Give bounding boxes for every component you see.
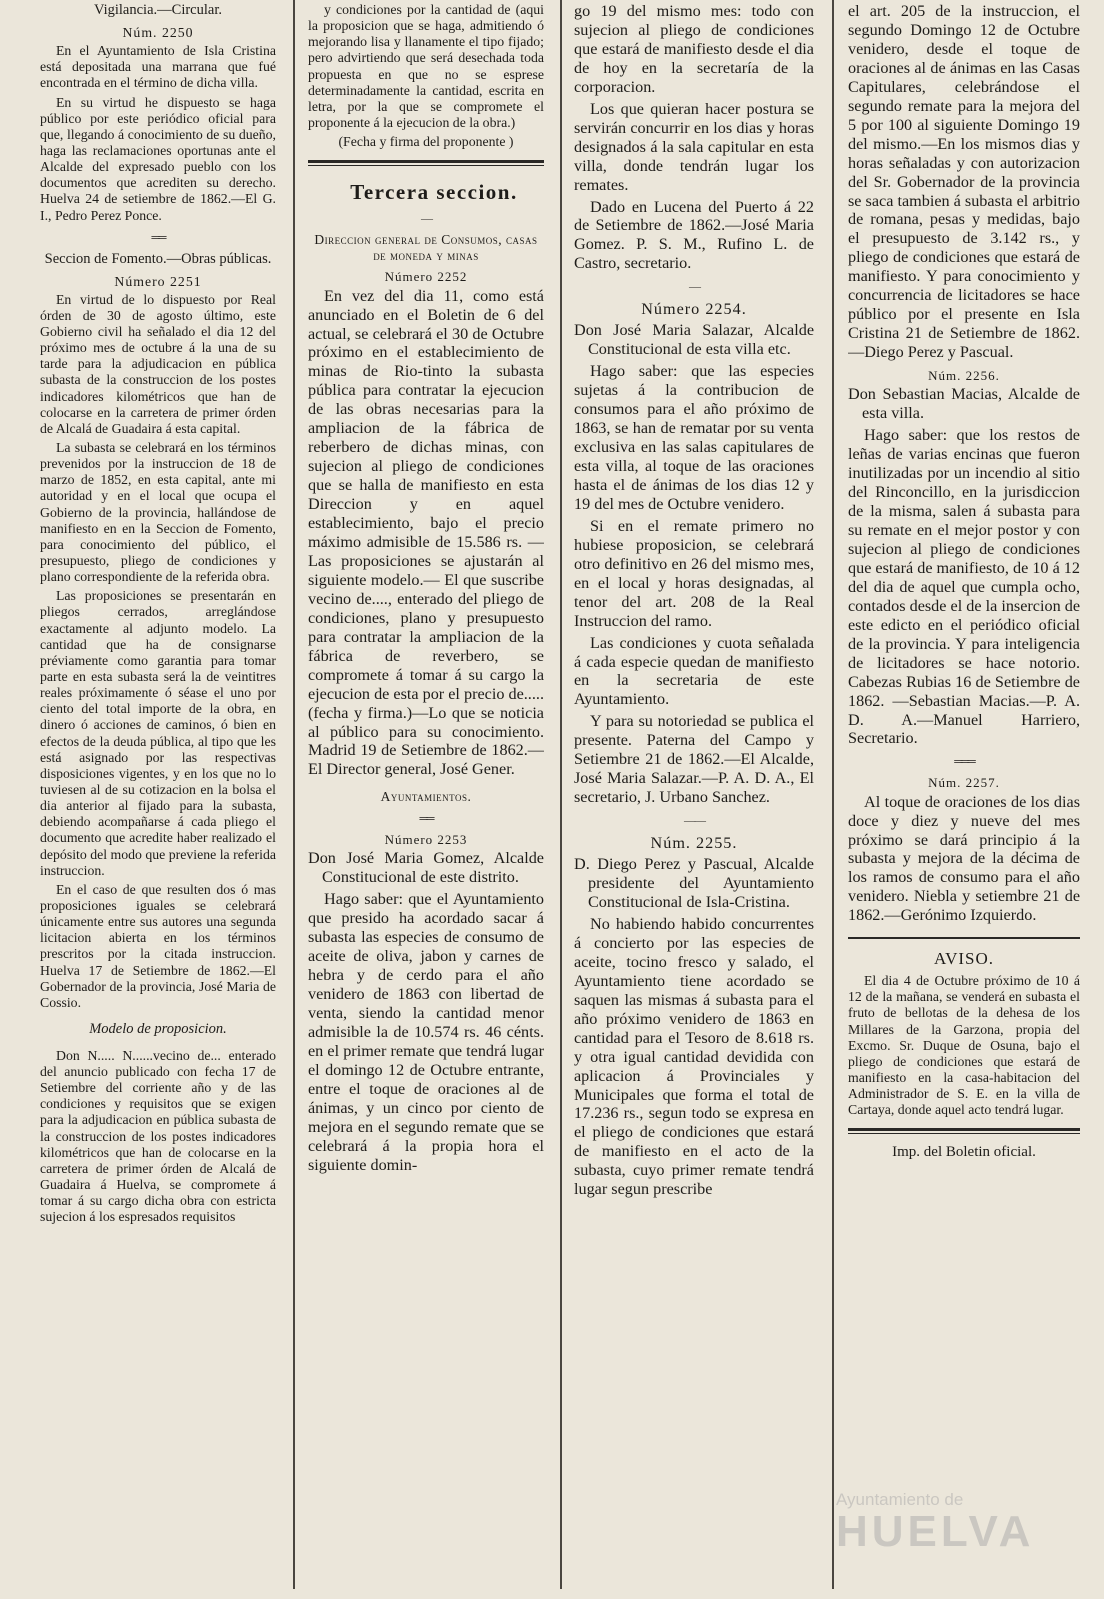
notice-number: Núm. 2250 [122, 24, 194, 40]
column-1 [40, 2, 276, 1591]
notice-text: Y para su notoriedad se publica el presente. Paterna del Campo y Setiembre 21 de 1862.—El Alcalde, José Maria Salazar.—P. A. D. A., El secretario, J. Urbano Sanchez. [574, 712, 814, 807]
model-heading: Modelo de proposicion. [89, 1020, 227, 1037]
column-rule [560, 0, 562, 1589]
notice-text: Don N..... N......vecino de... enterado del anuncio publicado con fecha 17 de Setiembre del corriente año y de las condiciones y requisitos que se exigen para la adjudicacion en pública subasta de la construccion de los postes indicadores kilométricos que han de colocarse en la carretera de primer órden de Alcalá de Guadaira á Huelva, se compromete á tomar á su cargo dicha obra con estricta sujecion á los espresados requisitos [40, 1047, 276, 1225]
notice-text: Si en el remate primero no hubiese proposicion, se celebrará otro definitivo en 26 del mismo mes, en el local y horas designadas, al tenor del art. 208 de la Real Instruccion del ramo. [574, 516, 814, 630]
notice-text: el art. 205 de la instruccion, el segundo Domingo 12 de Octubre venidero, desde el toque de oraciones al de ánimas en las Casas Capitulares, celebrándose el segundo remate para la mejora del 5 por 100 al siguiente Domingo 19 del mismo.—En los mismos dias y horas señaladas y con autorizacion del Sr. Gobernador de la provincia se saca tambien á subasta el arbitrio de romana, pesas y medidas, bajo el presupuesto de 3.142 rs., y pliego de condiciones que estará de manifiesto. Y para conocimiento y concurrencia de licitadores se hace público por el presente en Isla Cristina 21 de Setiembre de 1862.—Diego Perez y Pascual. [848, 2, 1080, 362]
notice-number: Número 2254. [641, 300, 747, 319]
notice-text: y condiciones por la cantidad de (aqui la proposicion que se haga, admitiendo ó mejorando lisa y llanamente el tipo fijado; pero advirtiendo que será desechada toda propuesta en que no se esprese determinadamente la cantidad, escrita en letra, por la que se compromete el proponente á la ejecucion de la obra.) [308, 2, 544, 130]
separator: — [421, 210, 431, 225]
notice-text: Las proposiciones se presentarán en pliegos cerrados, arreglándose exactamente al adjunto modelo. La cantidad que ha de consignarse préviamente como garantia para tomar parte en esta subasta será la de veintitres reales próximamente ó séase el uno por ciento del total importe de la obra, en dinero ó acciones de caminos, ó bien en efectos de la deuda pública, al tipo que les está asignado por las respectivas disposiciones vigentes, y en los que no lo tuviesen al de su cotizacion en la bolsa el dia anterior al fijado para la subasta, debiendo acompañarse á cada pliego el documento que acredite haber realizado el depósito del modo que previene la referida instruccion. [40, 588, 276, 878]
watermark-line-1: Ayuntamiento de [836, 1490, 964, 1509]
column-rule [293, 0, 295, 1589]
notice-number: Número 2253 [384, 832, 468, 848]
notice-text: En vez del dia 11, como está anunciado en el Boletin de 6 del actual, se celebrará el 30 de Octubre próximo en el establecimiento de minas de Rio-tinto la subasta pública para contratar la ejecucion de las obras necesarias para la ampliacion de la fábrica de reberbero de dichas minas, con sujecion al pliego de condiciones que se halla de manifiesto en esta Direccion y en aquel establecimiento, bajo el precio máximo admisible de 15.586 rs. —Las proposiciones se ajustarán al siguiente modelo.— El que suscribe vecino de...., enterado del pliego de condiciones, plano y presupuesto para contratar la ampliacion de la fábrica de reverbero, se compromete á tomar á su cargo la ejecucion de esta por el precio de..... (fecha y firma.)—Lo que se noticia al público para su conocimiento. Madrid 19 de Setiembre de 1862.—El Director general, José Gener. [308, 286, 544, 779]
notice-text: En su virtud he dispuesto se haga público por este periódico oficial para que, llegando á conocimiento de su dueño, haga las reclamaciones oportunas ante el Alcalde del expresado pueblo con los documentos que acrediten su derecho. Huelva 24 de setiembre de 1862.—El G. I., Pedro Perez Ponce. [40, 94, 276, 223]
notice-text: Los que quieran hacer postura se servirán concurrir en los dias y horas designados á la sala capitular en esta villa, donde tendrán lugar los remates. [574, 99, 814, 194]
separator: ═══ [954, 754, 974, 769]
notice-text: Hago saber: que los restos de leñas de varias encinas que fueron inutilizadas por un incendio al sitio del Rinconcillo, en la jurisdiccion de la misma, salen á subasta para su remate en el mejor postor y con sujecion al pliego de condiciones que estará de manifiesto, de 10 á 12 del dia de aquel que cumpla ocho, contados desde el de la insercion de este edicto en el periódico oficial de la provincia. Y para inteligencia de licitadores se hace notorio. Cabezas Rubias 16 de Setiembre de 1862. —Sebastian Macias.—P. A. D. A.—Manuel Harriero, Secretario. [848, 426, 1080, 748]
notice-text: Don José Maria Salazar, Alcalde Constitucional de esta villa etc. [574, 321, 814, 359]
column-rule [832, 0, 834, 1589]
section-title: Tercera seccion. [350, 180, 518, 205]
notice-title: AVISO. [933, 949, 994, 969]
notice-text: No habiendo habido concurrentes á concierto por las especies de aceite, tocino fresco y salado, el Ayuntamiento tiene acordado se saquen las mismas á subasta para el año próximo venidero de 1863 en cantidad para el Tesoro de 8.618 rs. y otra igual cantidad devidida con aplicacion á Provinciales y Municipales que forma el total de 17.236 rs., segun todo se expresa en el pliego de condiciones que estará de manifiesto en el acto de la subasta, cuyo primer remate tendrá lugar segun prescribe [574, 914, 814, 1199]
section-heading: Seccion de Fomento.—Obras públicas. [44, 250, 272, 267]
notice-number: Núm. 2255. [650, 834, 738, 853]
notice-text: Dado en Lucena del Puerto á 22 de Setiembre de 1862.—José Maria Gomez. P. S. M., Rufino L. de Castro, secretario. [574, 197, 814, 273]
notice-text: En el Ayuntamiento de Isla Cristina está depositada una marrana que fué encontrada en el término de dicha villa. [40, 43, 276, 91]
notice-number: Núm. 2257. [928, 775, 1000, 791]
separator: ══ [151, 229, 165, 244]
notice-text: Al toque de oraciones de los dias doce y diez y nueve del mes próximo se dará principio á la subasta y mejora de la décima de los ramos de consumo para el año venidero. Niebla y setiembre 21 de 1862.—Gerónimo Izquierdo. [848, 792, 1080, 925]
notice-text: Hago saber: que las especies sujetas á la contribucion de consumos para el año próximo de 1863, se han de rematar por su venta exclusiva en las salas capitulares de esta villa, al toque de las oraciones hasta el de ánimas de los dias 12 y 19 del mes de Octubre venidero. [574, 362, 814, 513]
notice-text: Don José Maria Gomez, Alcalde Constitucional de este distrito. [308, 849, 544, 887]
notice-number: Núm. 2256. [928, 368, 1000, 384]
notice-text: go 19 del mismo mes: todo con sujecion al pliego de condiciones que estará de manifiesto desde el dia de hoy en la secretaría de la corporacion. [574, 2, 814, 96]
notice-text: El dia 4 de Octubre próximo de 10 á 12 de la mañana, se venderá en subasta el fruto de bellotas de la dehesa de los Millares de la Garzona, propia del Excmo. Sr. Duque de Osuna, bajo el pliego de condiciones que estará de manifiesto en la casa-habitacion del Administrador de S. E. en la villa de Cartaya, donde aquel acto tendrá lugar. [848, 973, 1080, 1118]
section-heading: Ayuntamientos. [380, 789, 472, 805]
separator: —— [684, 813, 704, 828]
signature-line: (Fecha y firma del proponente ) [338, 134, 514, 150]
separator: ══ [419, 811, 433, 826]
notice-text: Las condiciones y cuota señalada á cada especie quedan de manifiesto en la secretaria de este Ayuntamiento. [574, 633, 814, 709]
column-4 [848, 2, 1080, 1591]
double-rule [308, 160, 544, 166]
watermark-line-2: HUELVA [836, 1507, 1035, 1556]
notice-text: Hago saber: que el Ayuntamiento que presido ha acordado sacar á subasta las especies de consumo de aceite de oliva, jabon y carnes de hebra y de cerdo para el año venidero de 1863 con libertad de venta, siendo la cantidad menor admisible la de 10.574 rs. 46 cénts. en el primer remate que tendrá lugar el domingo 12 de Octubre entrante, entre el toque de oraciones al de ánimas, y un cinco por ciento de mejora en el segundo remate que se celebrará á la propia hora el siguiente domin- [308, 890, 544, 1174]
notice-text: Don Sebastian Macias, Alcalde de esta villa. [848, 385, 1080, 423]
column-3 [574, 2, 814, 1591]
column-2 [308, 2, 544, 1591]
notice-number: Número 2252 [384, 269, 468, 285]
separator: — [689, 279, 699, 294]
horizontal-rule [848, 937, 1080, 939]
section-heading: Vigilancia.—Circular. [94, 2, 222, 18]
notice-number: Número 2251 [114, 273, 202, 289]
notice-text: En el caso de que resulten dos ó mas proposiciones iguales se celebrará únicamente entre sus autores una segunda licitacion abierta en los términos prescritos por la citada instruccion. Huelva 17 de Setiembre de 1862.—El Gobernador de la provincia, José Maria de Cossio. [40, 881, 276, 1010]
printer-imprint: Imp. del Boletin oficial. [892, 1144, 1036, 1161]
notice-text: La subasta se celebrará en los términos prevenidos por la instruccion de 18 de marzo de 1852, en esta capital, ante mi autoridad y en el local que ocupa el Gobierno de la provincia, hallándose de manifiesto en en la Seccion de Fomento, para conocimiento del público, el presupuesto, pliego de condiciones y plano correspondiente de la referida obra. [40, 440, 276, 585]
double-rule [848, 1128, 1080, 1134]
notice-text: En virtud de lo dispuesto por Real órden de 30 de agosto último, este Gobierno civil ha señalado el dia 12 del próximo mes de octubre á la una de su tarde para la adjudicacion en pública subasta de la construccion de los postes indicadores kilométricos que han de colocarse en la carretera de primer órden de Alcalá de Guadaira á esta capital. [40, 291, 276, 436]
notice-text: D. Diego Perez y Pascual, Alcalde presidente del Ayuntamiento Constitucional de Isla-Cristina. [574, 855, 814, 911]
direction-heading: Direccion general de Consumos, casas de moneda y minas [314, 231, 538, 263]
